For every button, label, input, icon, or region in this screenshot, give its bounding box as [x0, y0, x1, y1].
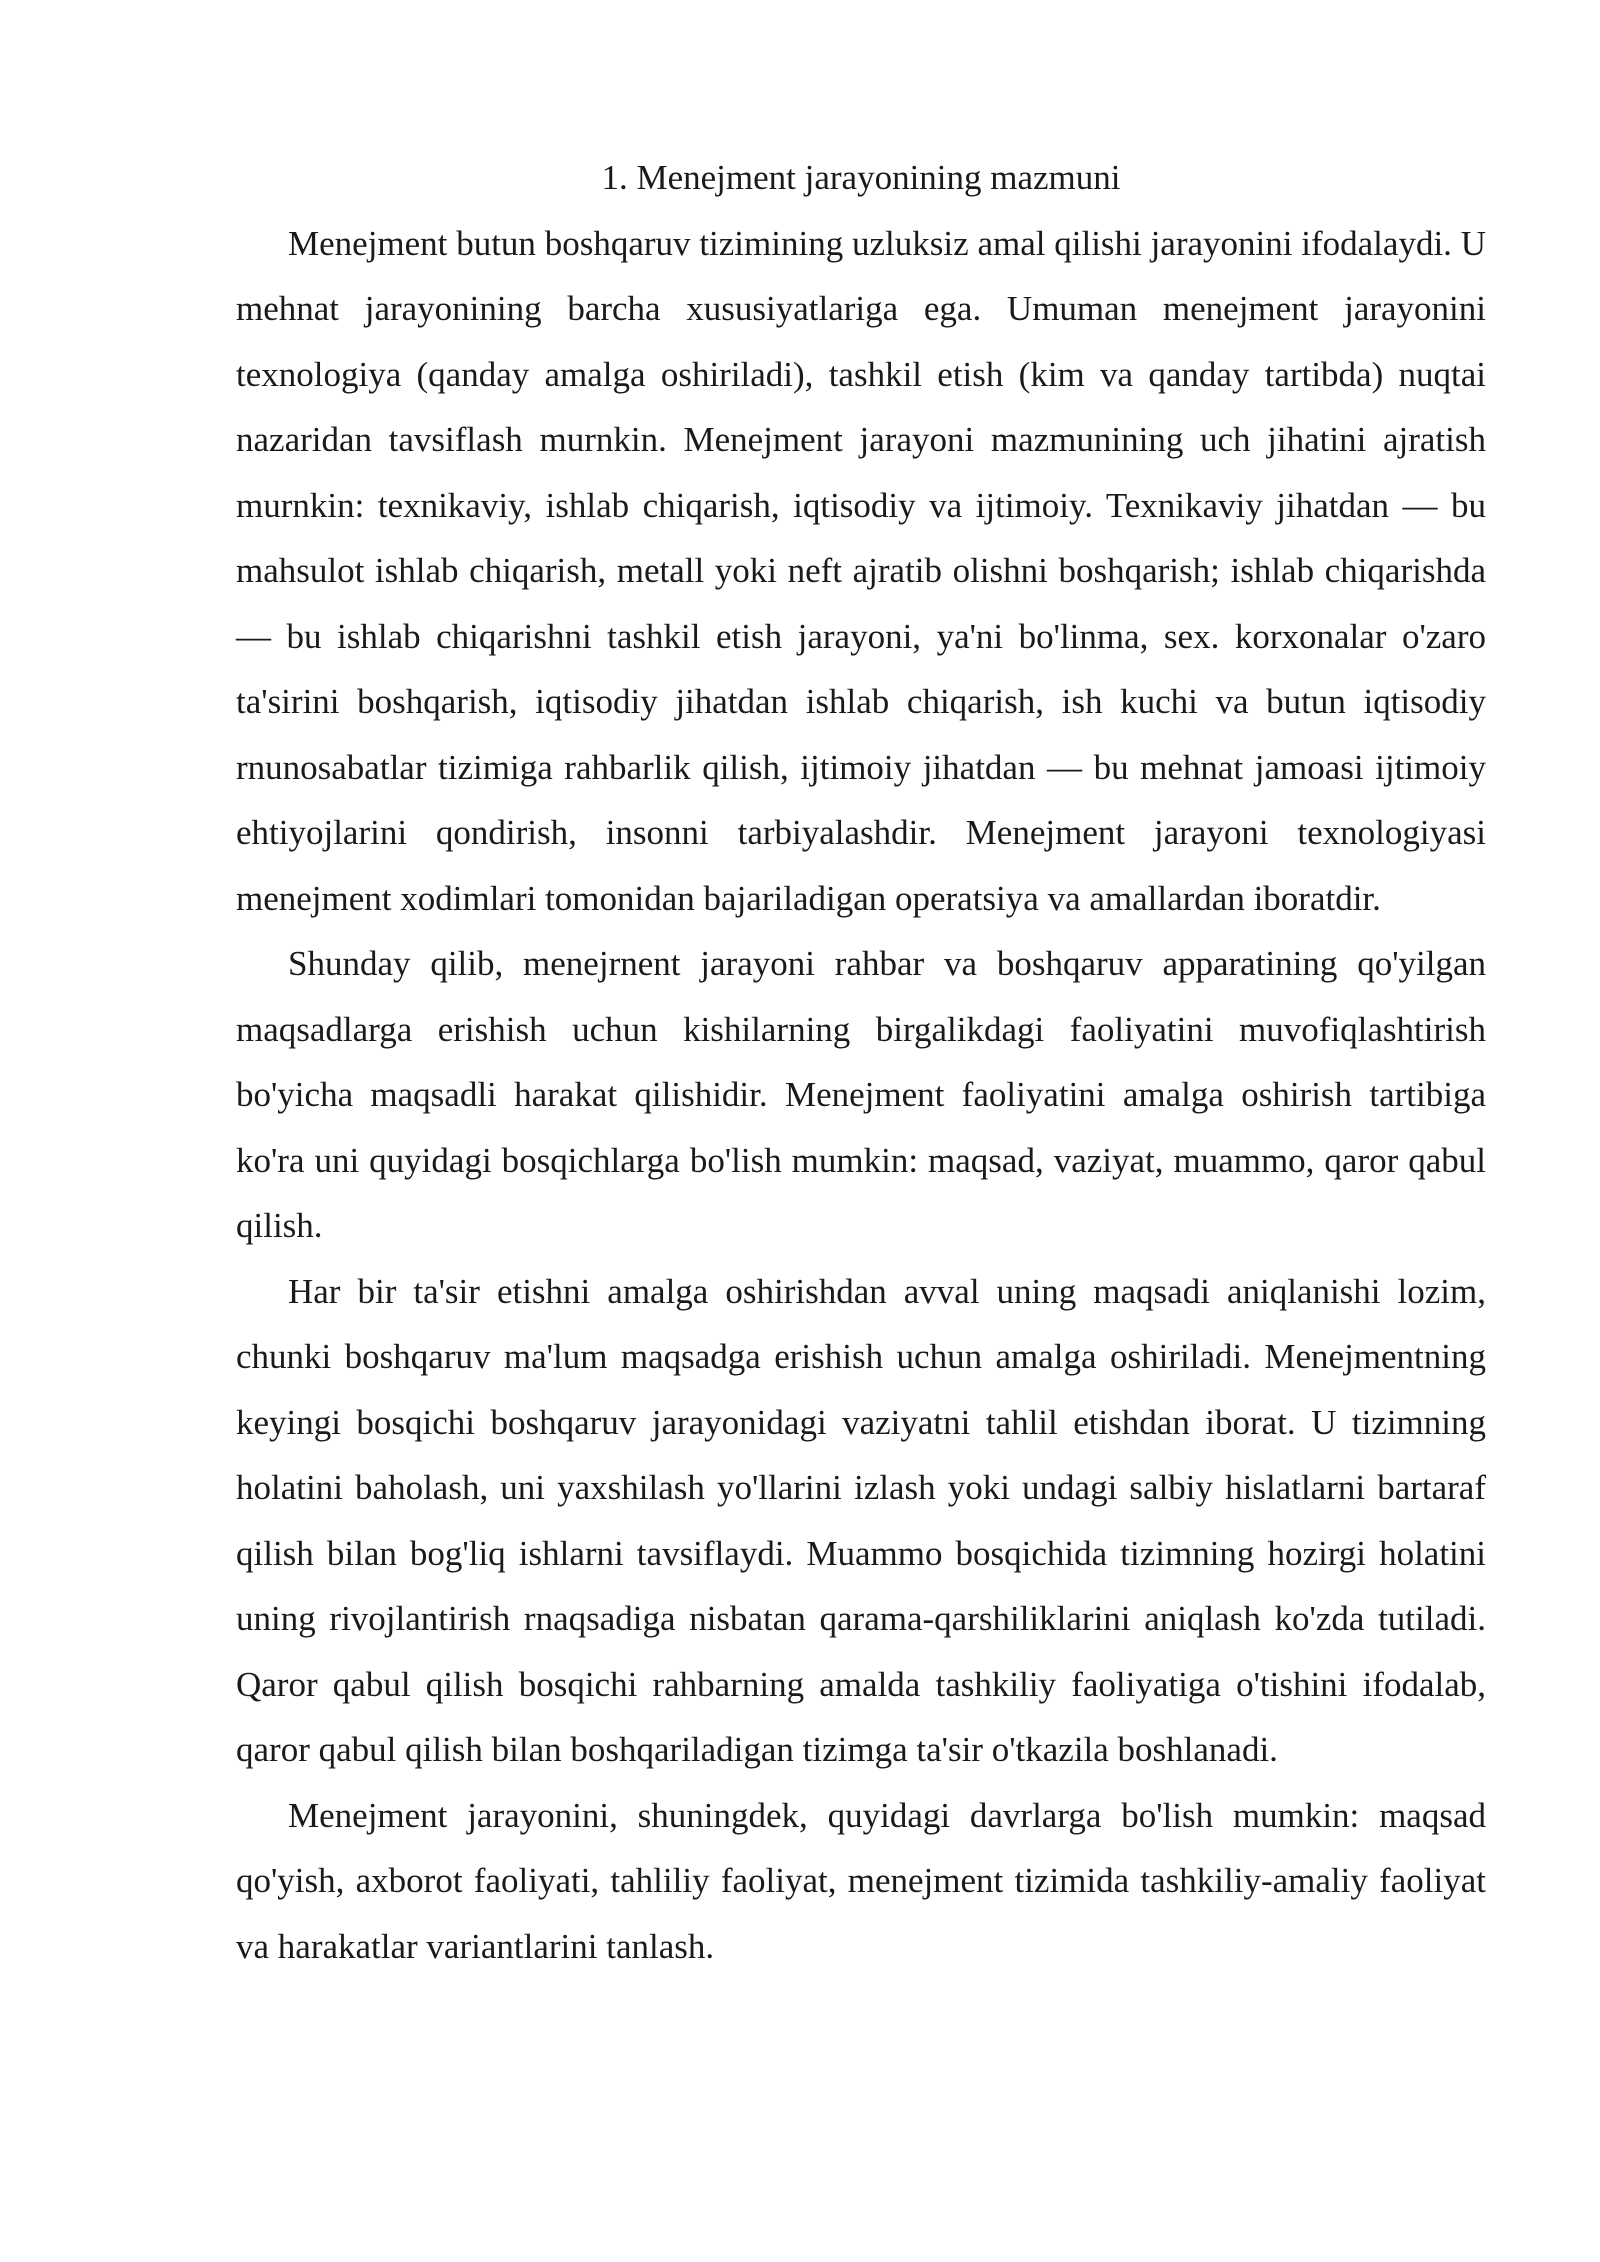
paragraph-4: Menejment jarayonini, shuningdek, quyidagi davrlarga bo'lish mumkin: maqsad qo'yish, axborot faoliyati, tahliliy faoliyat, menejment tizimida tashkiliy-amaliy faoliyat va harakatlar variantlarini tanlash. [236, 1795, 1486, 1966]
document-body [236, 145, 1486, 1979]
paragraph-1: Menejment butun boshqaruv tizimining uzluksiz amal qilishi jarayonini ifodalaydi. U mehnat jarayonining barcha xususiyatlariga ega. Umuman menejment jarayonini texnologiya (qanday amalga oshiriladi), tashkil etish (kim va qanday tartibda) nuqtai nazaridan tavsiflash murnkin. Menejment jarayoni mazmunining uch jihatini ajratish murnkin: texnikaviy, ishlab chiqarish, iqtisodiy va ijtimoiy. Texnikaviy jihatdan — bu mahsulot ishlab chiqarish, metall yoki neft ajratib olishni boshqarish; ishlab chiqarishda — bu ishlab chiqarishni tashkil etish jarayoni, ya'ni bo'linma, sex. korxonalar o'zaro ta'sirini boshqarish, iqtisodiy jihatdan ishlab chiqarish, ish kuchi va butun iqtisodiy rnunosabatlar tizimiga rahbarlik qilish, ijtimoiy jihatdan — bu mehnat jamoasi ijtimoiy ehtiyojlarini qondirish, insonni tarbiyalashdir. Menejment jarayoni texnologiyasi menejment xodimlari tomonidan bajariladigan operatsiya va amallardan iboratdir. [236, 223, 1486, 918]
paragraph-3: Har bir ta'sir etishni amalga oshirishdan avval uning maqsadi aniqlanishi lozim, chunki boshqaruv ma'lum maqsadga erishish uchun amalga oshiriladi. Menejmentning keyingi bosqichi boshqaruv jarayonidagi vaziyatni tahlil etishdan iborat. U tizimning holatini baholash, uni yaxshilash yo'llarini izlash yoki undagi salbiy hislatlarni bartaraf qilish bilan bog'liq ishlarni tavsiflaydi. Muammo bosqichida tizimning hozirgi holatini uning rivojlantirish rnaqsadiga nisbatan qarama-qarshiliklarini aniqlash ko'zda tutiladi. Qaror qabul qilish bosqichi rahbarning amalda tashkiliy faoliyatiga o'tishini ifodalab, qaror qabul qilish bilan boshqariladigan tizimga ta'sir o'tkazila boshlanadi. [236, 1271, 1486, 1769]
paragraph-2: Shunday qilib, menejrnent jarayoni rahbar va boshqaruv apparatining qo'yilgan maqsadlarga erishish uchun kishilarning birgalikdagi faoliyatini muvofiqlashtirish bo'yicha maqsadli harakat qilishidir. Menejment faoliyatini amalga oshirish tartibiga ko'ra uni quyidagi bosqichlarga bo'lish mumkin: maqsad, vaziyat, muammo, qaror qabul qilish. [236, 944, 1486, 1245]
section-heading: 1. Menejment jarayonining mazmuni [601, 158, 1121, 197]
